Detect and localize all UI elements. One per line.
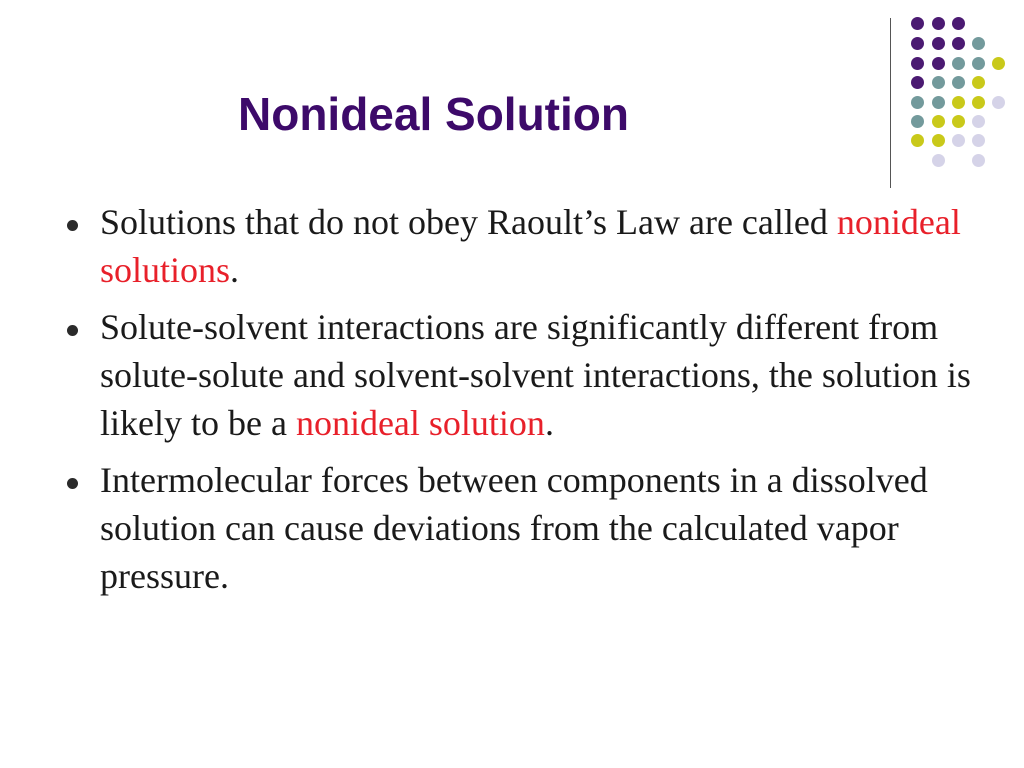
bullet-text: Solute-solvent interactions are significantly different from solute-solute and solvent-solvent interactions, the solution is likely to be a (100, 307, 971, 443)
dot-icon (932, 96, 945, 109)
bullet-item (58, 456, 998, 600)
dot-icon (932, 76, 945, 89)
dot-icon (952, 134, 965, 147)
dot-icon (972, 154, 985, 167)
highlighted-term: nonideal solution (295, 403, 545, 443)
bullet-text: Intermolecular forces between components in a dissolved solution can cause deviations from the calculated vapor pressure. (100, 460, 928, 596)
slide-title: Nonideal Solution (238, 88, 629, 140)
dot-icon (932, 37, 945, 50)
dot-icon (932, 115, 945, 128)
dot-icon (972, 115, 985, 128)
dot-icon (911, 37, 924, 50)
dot-icon (932, 17, 945, 30)
bullet-list (58, 198, 998, 609)
dot-icon (952, 37, 965, 50)
dot-icon (972, 37, 985, 50)
dot-icon (911, 17, 924, 30)
bullet-text-end: . (544, 403, 554, 443)
dot-icon (972, 76, 985, 89)
dot-icon (932, 154, 945, 167)
bullet-item (58, 303, 998, 447)
highlighted-term: nonideal solutions (100, 202, 961, 290)
bullet-dot-icon (67, 220, 78, 231)
dot-icon (911, 134, 924, 147)
dot-grid-icon (0, 0, 1024, 200)
dot-icon (911, 57, 924, 70)
bullet-dot-icon (67, 478, 78, 489)
dot-icon (911, 76, 924, 89)
dot-icon (932, 57, 945, 70)
bullet-item (58, 198, 998, 294)
dot-icon (932, 134, 945, 147)
dot-icon (972, 134, 985, 147)
bullet-dot-icon (67, 325, 78, 336)
bullet-text: Solutions that do not obey Raoult’s Law are called (100, 202, 837, 242)
dot-icon (972, 57, 985, 70)
dot-icon (952, 57, 965, 70)
dot-icon (952, 17, 965, 30)
dot-icon (992, 96, 1005, 109)
dot-icon (952, 96, 965, 109)
dot-icon (972, 96, 985, 109)
dot-icon (911, 96, 924, 109)
dot-icon (911, 115, 924, 128)
bullet-text-end: . (230, 250, 240, 290)
dot-icon (952, 76, 965, 89)
dot-icon (992, 57, 1005, 70)
dot-icon (952, 115, 965, 128)
